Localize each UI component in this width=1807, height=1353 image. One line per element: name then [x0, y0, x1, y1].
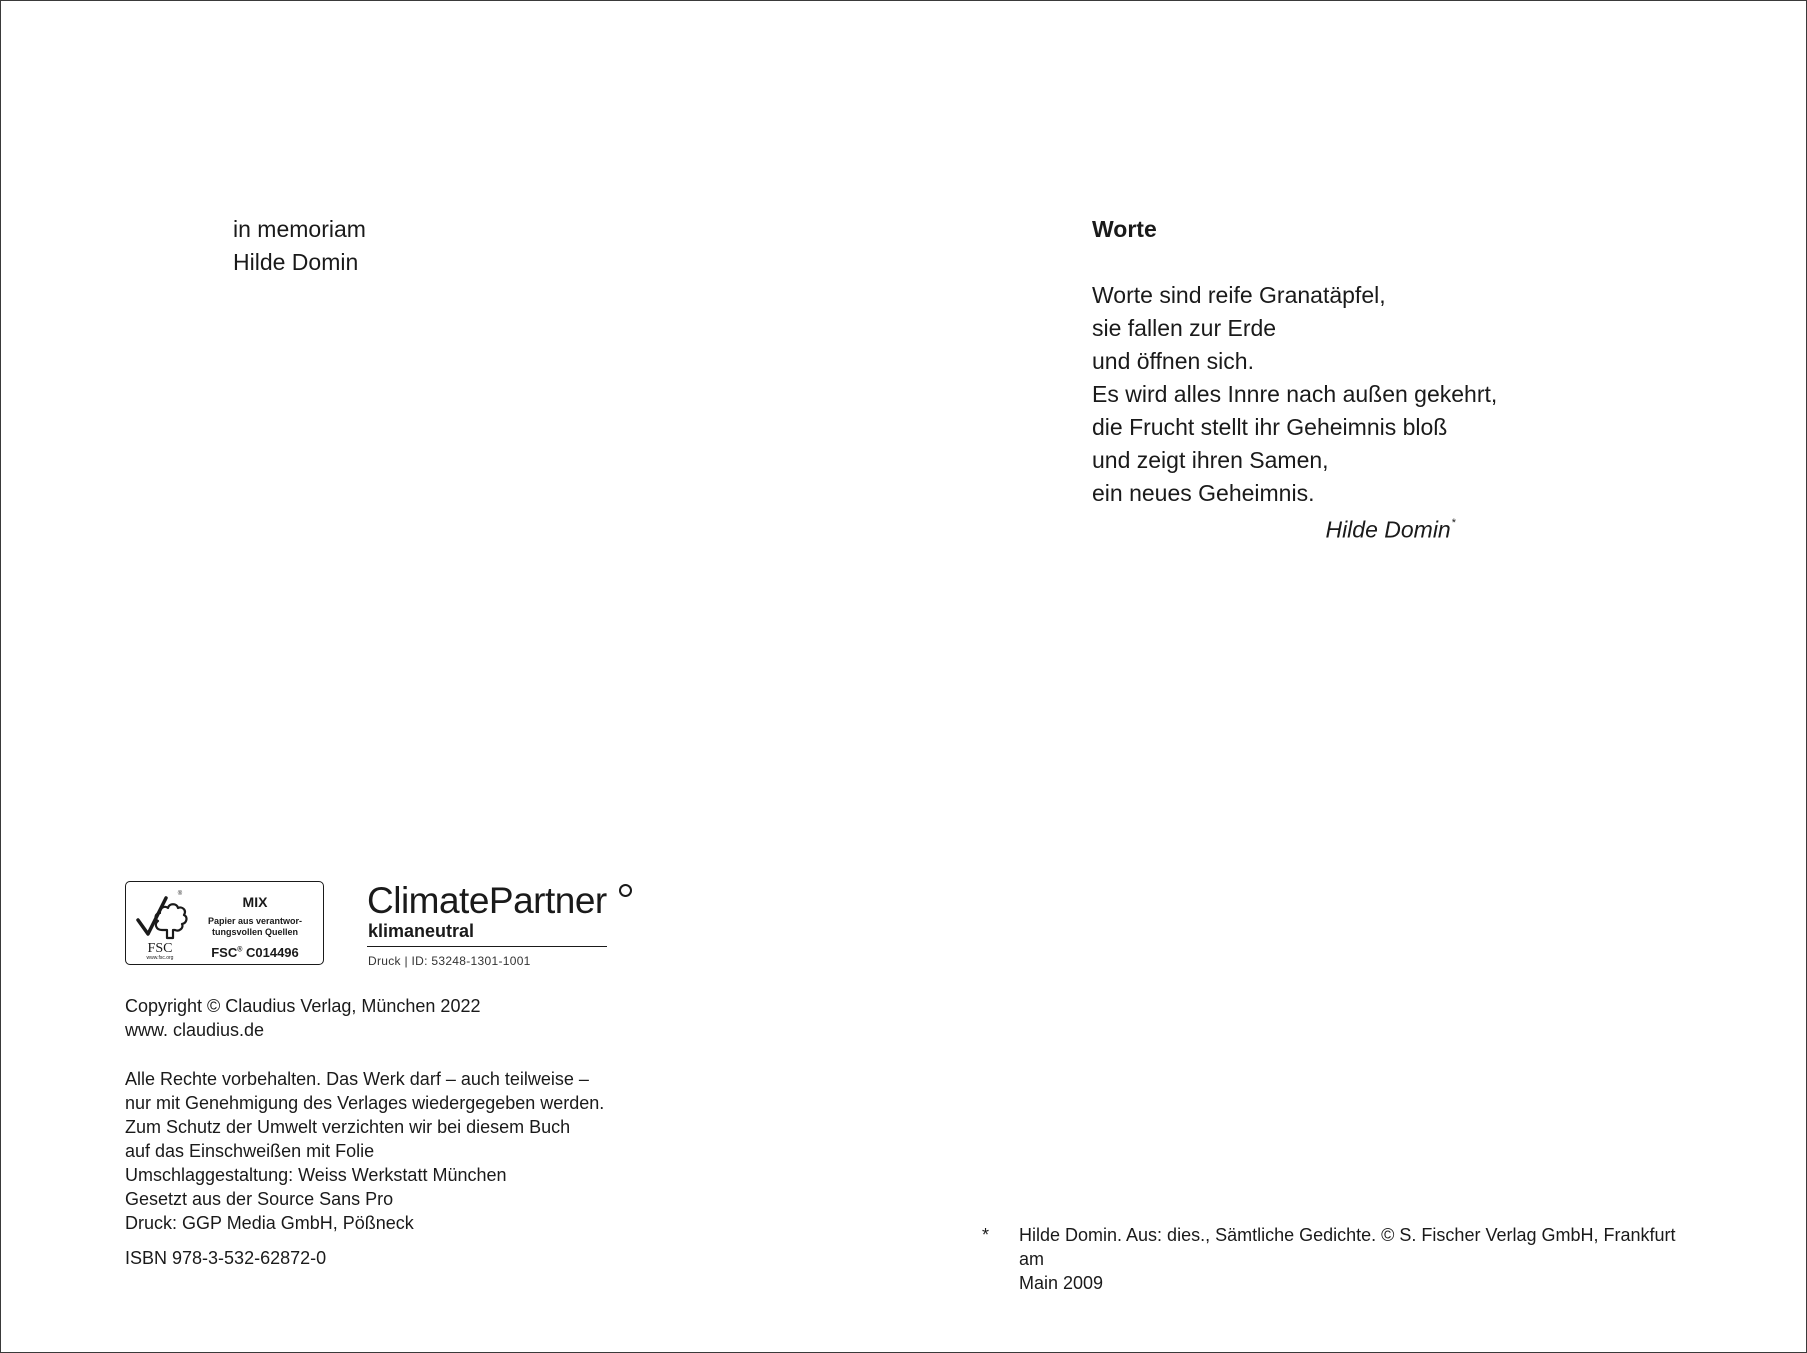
fsc-code-number: C014496 [246, 945, 299, 960]
dedication-line-1: in memoriam [233, 216, 366, 242]
fsc-license-code [190, 945, 320, 960]
poem-line: und zeigt ihren Samen, [1092, 447, 1329, 473]
poem-line: Es wird alles Innre nach außen gekehrt, [1092, 381, 1498, 407]
footnote-reference: * [1451, 517, 1456, 529]
imprint-rights-block [125, 1067, 604, 1235]
imprint-website: www. claudius.de [125, 1020, 265, 1040]
poem [1092, 213, 1512, 547]
imprint-line: auf das Einschweißen mit Folie [125, 1141, 375, 1161]
imprint-line: Umschlaggestaltung: Weiss Werkstatt München [125, 1165, 507, 1185]
poem-line: ein neues Geheimnis. [1092, 480, 1315, 506]
fsc-mix-label: MIX [242, 894, 268, 910]
poem-author [1092, 510, 1512, 547]
fsc-brand-text: FSC [147, 941, 173, 956]
climate-partner-subtitle: klimaneutral [368, 921, 475, 941]
fsc-registered-mark: ® [177, 891, 183, 897]
poem-line: die Frucht stellt ihr Geheimnis bloß [1092, 414, 1448, 440]
imprint-line: Alle Rechte vorbehalten. Das Werk darf – auch teilweise – [125, 1069, 589, 1089]
footnote-mark: * [982, 1225, 990, 1245]
imprint-line: Zum Schutz der Umwelt verzichten wir bei diesem Buch [125, 1117, 571, 1137]
fsc-logo [125, 881, 324, 965]
footnote-line-1: Hilde Domin. Aus: dies., Sämtliche Gedichte. © S. Fischer Verlag GmbH, Frankfurt am [1019, 1225, 1676, 1269]
fsc-description-line-2: tungsvollen Quellen [211, 927, 298, 937]
dedication [233, 213, 366, 279]
poem-title: Worte [1092, 216, 1157, 242]
footnote-text [1019, 1223, 1679, 1295]
footnote-line-2: Main 2009 [1019, 1273, 1104, 1293]
climate-partner-name: ClimatePartner [367, 880, 607, 921]
dedication-line-2: Hilde Domin [233, 249, 359, 275]
imprint-copyright-block [125, 994, 480, 1042]
poem-line: und öffnen sich. [1092, 348, 1254, 374]
fsc-tree-icon [132, 886, 188, 960]
poem-line: Worte sind reife Granatäpfel, [1092, 282, 1386, 308]
imprint-line: Druck: GGP Media GmbH, Pößneck [125, 1213, 414, 1233]
fsc-url-text: www.fsc.org [146, 955, 174, 960]
poem-line: sie fallen zur Erde [1092, 315, 1277, 341]
climate-partner-logo [367, 880, 637, 970]
climate-partner-ring-icon [619, 884, 632, 897]
fsc-code-registered: ® [237, 946, 243, 954]
imprint-line: Gesetzt aus der Source Sans Pro [125, 1189, 394, 1209]
imprint-isbn: ISBN 978-3-532-62872-0 [125, 1248, 327, 1268]
fsc-description-line-1: Papier aus verantwor- [207, 916, 303, 926]
fsc-description [190, 916, 320, 938]
fsc-code-prefix: FSC [211, 945, 238, 960]
climate-partner-id: Druck | ID: 53248-1301-1001 [368, 954, 531, 968]
imprint-copyright: Copyright © Claudius Verlag, München 2022 [125, 996, 481, 1016]
poem-author-name: Hilde Domin [1325, 516, 1451, 543]
imprint-line: nur mit Genehmigung des Verlages wiedergegeben werden. [125, 1093, 605, 1113]
climate-partner-divider [367, 946, 607, 947]
